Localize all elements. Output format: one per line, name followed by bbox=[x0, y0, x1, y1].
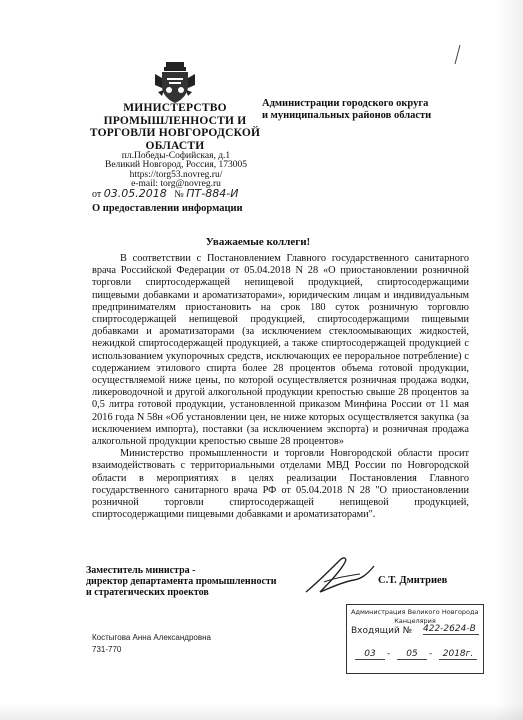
scan-bottom-shadow bbox=[0, 704, 523, 720]
executor-phone: 731-770 bbox=[92, 645, 122, 654]
ministry-line: ПРОМЫШЛЕННОСТИ И bbox=[103, 114, 247, 127]
stamp-month: 05 bbox=[397, 649, 427, 660]
stamp-incoming-label: Входящий № bbox=[351, 626, 413, 636]
pen-mark-icon bbox=[452, 44, 462, 66]
stamp-dept: Канцелярия bbox=[394, 617, 436, 625]
address-line: пл.Победы-Софийская, д.1 bbox=[121, 151, 231, 161]
signer-name: С.Т. Дмитриев bbox=[378, 575, 448, 586]
document-subject: О предоставлении информации bbox=[92, 203, 243, 214]
executor-name: Костыгова Анна Александровна bbox=[92, 633, 211, 642]
handwritten-signature bbox=[300, 552, 380, 600]
signer-title bbox=[86, 566, 316, 598]
document-number: ПТ-884-И bbox=[186, 187, 239, 200]
number-label: № bbox=[174, 189, 184, 200]
recipient-line: и муниципальных районов области bbox=[262, 109, 432, 121]
website-link[interactable]: https://torg53.novreg.ru/ bbox=[129, 169, 223, 180]
document-date-number bbox=[92, 187, 238, 200]
address-line: Великий Новгород, Россия, 173005 bbox=[104, 160, 248, 171]
recipient-block bbox=[262, 98, 490, 121]
sender-address bbox=[96, 152, 256, 190]
signer-title-line: Заместитель министра - bbox=[86, 565, 196, 576]
letter-body bbox=[92, 253, 469, 521]
stamp-day: 03 bbox=[355, 649, 385, 660]
document-date: 03.05.2018 bbox=[103, 187, 167, 200]
signer-title-line: директор департамента промышленности bbox=[86, 575, 277, 587]
body-paragraph: Министерство промышленности и торговли Новгородской области просит взаимодействовать с территориальными отделами МВД России по Новгородской области в мероприятиях в целях реализации Постановления Главного государственного санитарного врача РФ от 05.04.2018 N 28 "О приостановлении розничной торговли спиртосодержащей непищевой продукцией, спиртосодержащими пищевыми добавками и ароматизаторами". bbox=[92, 448, 469, 521]
stamp-org: Администрация Великого Новгорода bbox=[351, 608, 479, 616]
email-link[interactable]: e-mail: torg@novreg.ru bbox=[131, 179, 221, 190]
stamp-date-separator: - bbox=[387, 649, 391, 659]
ministry-line: ОБЛАСТИ bbox=[145, 139, 205, 152]
stamp-year: 2018г. bbox=[439, 649, 477, 660]
ministry-line: МИНИСТЕРСТВО bbox=[123, 102, 227, 114]
greeting: Уважаемые коллеги! bbox=[205, 236, 311, 248]
coat-of-arms-icon bbox=[152, 60, 198, 106]
scan-edge-shadow bbox=[496, 0, 523, 720]
body-paragraph: В соответствии с Постановлением Главного государственного санитарного врача Российской Федерации от 05.04.2018 N 28 «О приостановлении розничной торговли спиртосодержащей непищевой продукцией, спиртосодержащими пищевыми добавками и ароматизаторами», юридическим лицам и индивидуальным предпринимателям приостановить на срок 180 суток розничную торговлю спиртосодержащей непищевой продукцией, спиртосодержащими пищевыми добавками и ароматизаторами (за исключением стеклоомывающих жидкостей, нежидкой спиртосодержащей продукцией, а также спиртосодержащей продукцией с использованием укупорочных средств, исключающих ее пероральное потребление) с содержанием этилового спирта более 28 процентов объема готовой продукции, осуществляемой ниже цены, по которой осуществляется розничная продажа водки, ликероводочной и другой алкогольной продукции крепостью свыше 28 процентов за 0,5 литра готовой продукции, установленной приказом Минфина России от 11 мая 2016 года N 58н «Об установлении цен, не ниже которых осуществляется закупка (за исключением импорта), поставки (за исключением экспорта) и розничная продажа алкогольной продукции крепостью свыше 28 процентов» bbox=[92, 253, 469, 448]
sender-ministry bbox=[80, 102, 270, 152]
from-label: от bbox=[92, 189, 102, 200]
ministry-line: ТОРГОВЛИ НОВГОРОДСКОЙ bbox=[89, 127, 261, 139]
recipient-line: Администрации городского округа bbox=[262, 98, 429, 109]
signer-title-line: и стратегических проектов bbox=[86, 586, 209, 598]
executor-info bbox=[92, 632, 211, 656]
stamp-incoming-number: 422-2624-В bbox=[423, 624, 479, 635]
registration-stamp bbox=[346, 604, 484, 674]
stamp-date-separator: - bbox=[429, 649, 433, 659]
